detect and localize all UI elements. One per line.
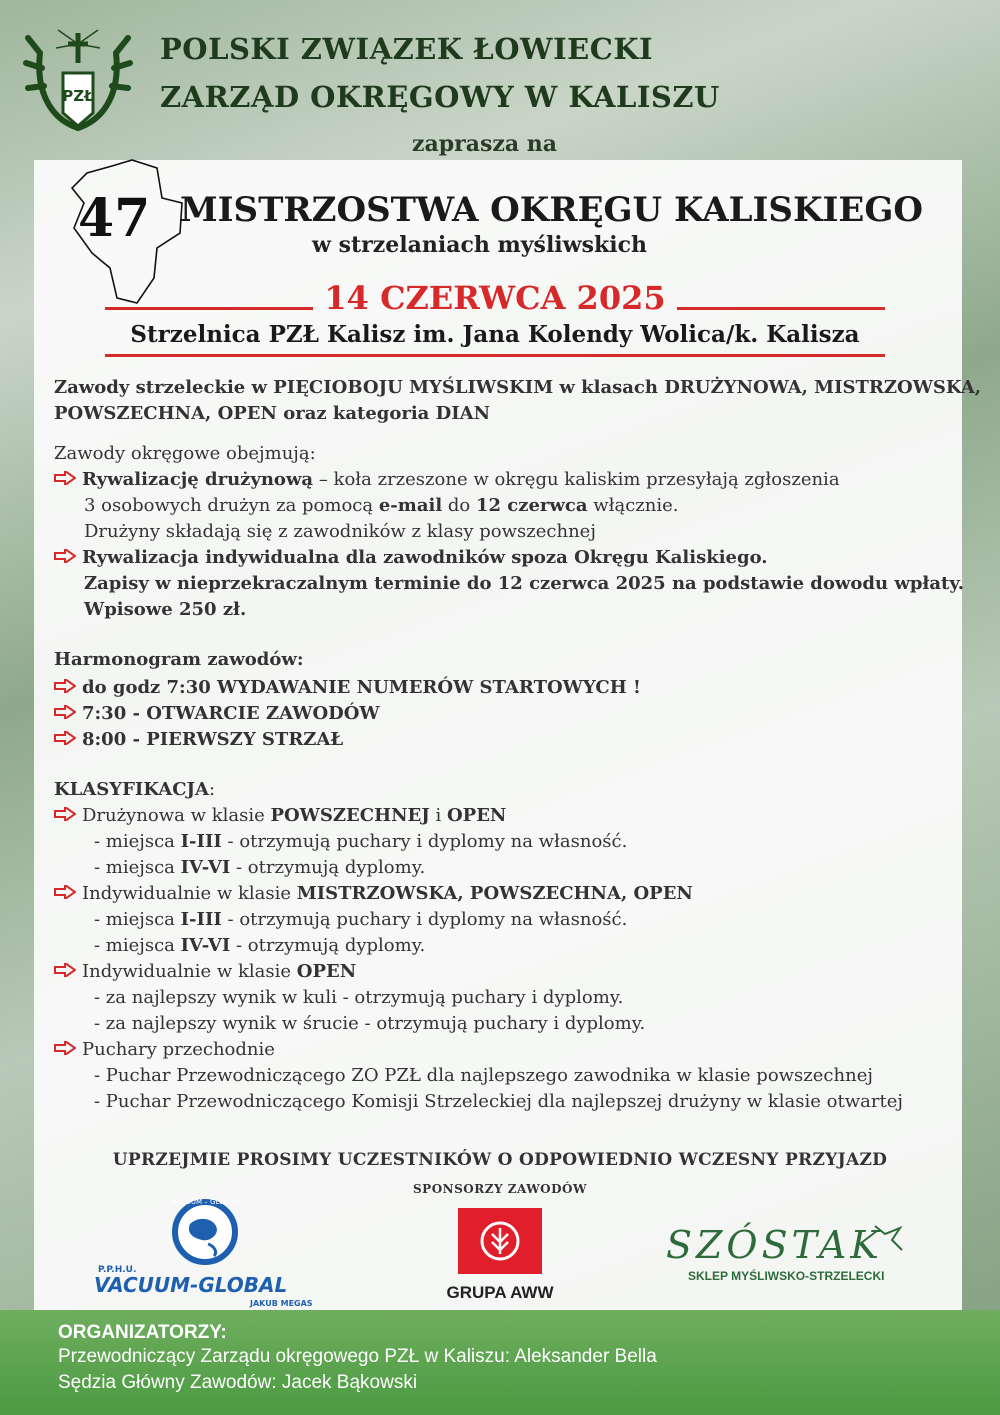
scope-item1-rest: – koła zrzeszone w okręgu kaliskim przesyłają zgłoszenia [313,469,840,490]
text: - otrzymują puchary i dyplomy na własność. [221,909,628,930]
text: - otrzymują dyplomy. [230,935,426,956]
schedule-item [54,727,343,753]
text: Drużynowa w klasie [82,805,271,826]
text: IV-VI [180,935,231,956]
text: POWSZECHNEJ [270,805,430,826]
red-arrow-icon [54,731,76,745]
text: - otrzymują puchary i dyplomy na własność. [221,831,628,852]
class-group3 [54,959,356,985]
event-title: MISTRZOSTWA OKRĘGU KALISKIEGO [180,190,923,230]
scope-item2-line1: Rywalizacja indywidualna dla zawodników spoza Okręgu Kaliskiego. [82,547,768,568]
pzl-logo-icon [18,18,138,143]
scope-item1-line3: Drużyny składają się z zawodników z klasy powszechnej [84,521,596,542]
text: 3 osobowych drużyn za pomocą [84,495,379,516]
vacuum-name-text: VACUUM-GLOBAL [94,1273,288,1297]
text: 12 czerwca [475,495,588,516]
class-group1 [54,803,506,829]
red-arrow-icon [54,963,76,977]
text: IV-VI [180,857,231,878]
szostak-sub-text: SKLEP MYŚLIWSKO-STRZELECKI [688,1269,885,1283]
event-subtitle: w strzelaniach myśliwskich [312,232,647,258]
text: i [429,805,447,826]
intro-line1: Zawody strzeleckie w PIĘCIOBOJU MYŚLIWSKIM w klasach DRUŻYNOWA, MISTRZOWSKA, [54,377,982,398]
text: - otrzymują dyplomy. [230,857,426,878]
text: Puchary przechodnie [82,1039,275,1060]
schedule-heading: Harmonogram zawodów: [54,649,304,670]
text: OPEN [446,805,507,826]
text: I-III [180,831,222,852]
closing-request: UPRZEJMIE PROSIMY UCZESTNIKÓW O ODPOWIEDNIO WCZESNY PRZYJAZD [112,1150,888,1170]
text: - miejsca [94,909,181,930]
schedule-item [54,675,641,701]
scope-item1 [54,467,840,493]
date-rule-right [677,307,885,310]
class-group1-sub2 [94,855,425,881]
scope-heading: Zawody okręgowe obejmują: [54,443,316,464]
grupa-aww-text: GRUPA AWW [446,1283,554,1302]
text: - miejsca [94,857,181,878]
invites-text: zaprasza na [412,131,558,157]
red-arrow-icon [54,885,76,899]
class-group4-sub2: - Puchar Przewodniczącego Komisji Strzeleckiej dla najlepszej drużyny w klasie otwartej [94,1091,903,1112]
scope-item1-bold: Rywalizację drużynową [82,469,314,490]
header [0,0,1000,160]
text: OPEN [296,961,357,982]
class-group3-sub2: - za najlepszy wynik w śrucie - otrzymują puchary i dyplomy. [94,1013,646,1034]
intro-line2: POWSZECHNA, OPEN oraz kategoria DIAN [54,403,491,424]
scope-item2-line2: Zapisy w nieprzekraczalnym terminie do 12 czerwca 2025 na podstawie dowodu wpłaty. [84,573,964,594]
scope-item2 [54,545,768,571]
schedule-item [54,701,380,727]
organizers-line2: Sędzia Główny Zawodów: Jacek Bąkowski [58,1372,418,1393]
classification-heading [54,777,215,803]
logo-text: PZŁ [62,87,94,105]
class-group2 [54,881,693,907]
class-group1-sub1 [94,829,627,855]
text: KLASYFIKACJA [54,779,210,800]
text: : [209,779,216,800]
class-group4 [54,1037,275,1063]
red-arrow-icon [54,549,76,563]
organizers-heading: ORGANIZATORZY: [58,1322,227,1343]
event-venue: Strzelnica PZŁ Kalisz im. Jana Kolendy Wolica/k. Kalisza [130,321,860,348]
vacuum-ring-text: VACUUM – GLOBAL [171,1198,239,1206]
class-group4-sub1: - Puchar Przewodniczącego ZO PZŁ dla najlepszego zawodnika w klasie powszechnej [94,1065,873,1086]
scope-item2-line3: Wpisowe 250 zł. [84,599,247,620]
class-group2-sub1 [94,907,627,933]
text: Indywidualnie w klasie [82,961,297,982]
text: włącznie. [587,495,679,516]
text: - miejsca [94,935,181,956]
organizers-line1: Przewodniczący Zarządu okręgowego PZŁ w Kaliszu: Aleksander Bella [58,1346,657,1367]
date-line [105,279,885,319]
schedule-item-text: do godz 7:30 WYDAWANIE NUMERÓW STARTOWYCH ! [82,677,641,698]
text: e-mail [378,495,443,516]
organizers [58,1322,657,1396]
red-arrow-icon [54,705,76,719]
class-group3-sub1: - za najlepszy wynik w kuli - otrzymują puchary i dyplomy. [94,987,624,1008]
edition-number: 47 [78,188,151,249]
red-arrow-icon [54,1041,76,1055]
szostak-logo [660,1214,920,1294]
text: Indywidualnie w klasie [82,883,297,904]
szostak-name-text: SZÓSTAK [666,1223,883,1267]
grupa-aww-logo [430,1208,570,1308]
schedule-item-text: 8:00 - PIERWSZY STRZAŁ [82,729,344,750]
class-group2-sub2 [94,933,425,959]
event-date: 14 CZERWCA 2025 [324,279,666,317]
org-name-line2: ZARZĄD OKRĘGOWY W KALISZU [160,80,720,114]
text: MISTRZOWSKA, POWSZECHNA, OPEN [296,883,693,904]
schedule-item-text: 7:30 - OTWARCIE ZAWODÓW [82,703,380,724]
red-arrow-icon [54,679,76,693]
text: I-III [180,909,222,930]
vacuum-global-logo [90,1194,320,1309]
vacuum-sub-text: JAKUB MEGAS [250,1299,313,1308]
scope-item1-line2 [84,493,679,519]
grupa-aww-emblem [430,1208,570,1308]
red-arrow-icon [54,807,76,821]
vacuum-top-text: P.P.H.U. [98,1265,137,1275]
sponsors-label: SPONSORZY ZAWODÓW [413,1182,587,1196]
text: - miejsca [94,831,181,852]
venue-underline [105,354,885,357]
org-name-line1: POLSKI ZWIĄZEK ŁOWIECKI [160,32,654,66]
text: do [442,495,476,516]
red-arrow-icon [54,471,76,485]
